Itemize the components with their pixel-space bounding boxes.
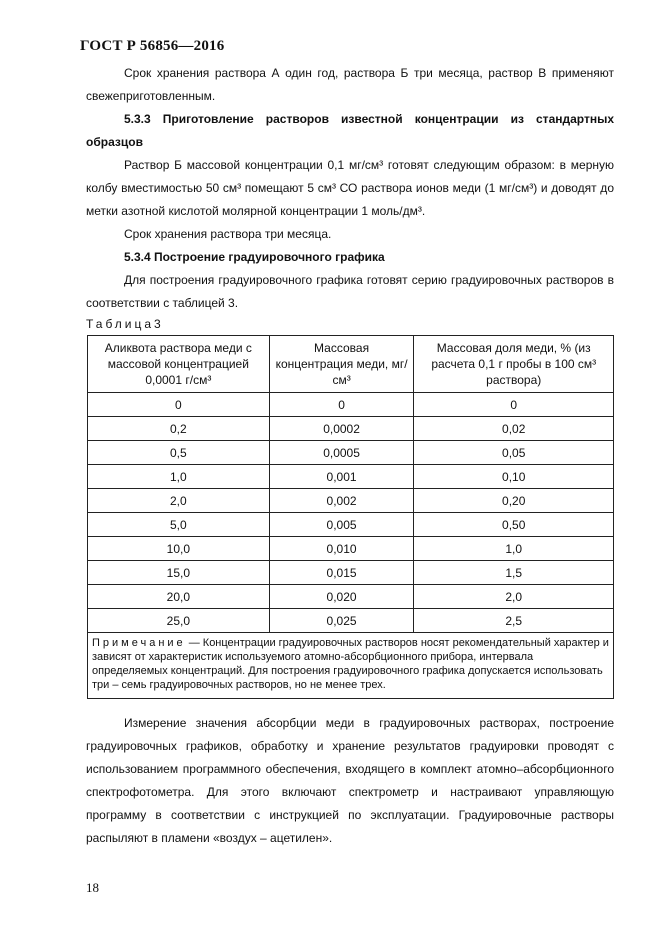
table-row [88,513,614,537]
table-cell: 2,0 [414,585,614,609]
table-row [88,417,614,441]
table-cell: 0,02 [414,417,614,441]
table-cell: 0 [414,393,614,417]
table-header-row [88,336,614,393]
table-cell: 0,50 [414,513,614,537]
table-cell: 2,0 [88,489,270,513]
column-header-mass-fraction: Массовая доля меди, % (из расчета 0,1 г пробы в 100 см³ раствора) [414,336,614,393]
table-cell: 0,5 [88,441,270,465]
paragraph-calibration-series: Для построения градуировочного графика готовят серию градуировочных растворов в соответствии с таблицей 3. [86,273,614,310]
table-cell: 0,20 [414,489,614,513]
table-cell: 0,001 [269,465,414,489]
paragraph-storage-terms: Срок хранения раствора А один год, раствора Б три месяца, раствор В применяют свежеприготовленным. [86,66,614,103]
column-header-aliquot: Аликвота раствора меди с массовой концентрацией 0,0001 г/см³ [88,336,270,393]
table-cell: 0 [88,393,270,417]
table-cell: 1,0 [88,465,270,489]
note-label: Примечание [92,637,186,649]
table-cell: 0,0002 [269,417,414,441]
table-row [88,609,614,633]
table-note-row [88,633,614,699]
table-cell: 1,0 [414,537,614,561]
table-row [88,441,614,465]
table-cell: 0,05 [414,441,614,465]
table-row [88,393,614,417]
paragraph-absorption-measurement: Измерение значения абсорбции меди в градуировочных растворах, построение градуировочных графиков, обработку и хранение результатов градуировки проводят с использованием программного обеспечения, входящего в комплект атомно–абсорбционного спектрофотометра. Для этого включают спектрометр и настраивают управляющую программу в соответствии с инструкцией по эксплуатации. Градуировочные растворы распыляют в пламени «воздух – ацетилен». [86,716,614,845]
table-cell: 2,5 [414,609,614,633]
table-title: Таблица3 [86,317,164,331]
table-cell: 0,015 [269,561,414,585]
table-cell: 1,5 [414,561,614,585]
standard-header: ГОСТ Р 56856—2016 [80,38,225,54]
table-cell: 0,010 [269,537,414,561]
table-row [88,561,614,585]
table-row [88,537,614,561]
table-cell: 20,0 [88,585,270,609]
table-cell: 0,002 [269,489,414,513]
table-note [88,633,614,699]
table-row [88,489,614,513]
table-cell: 5,0 [88,513,270,537]
table-cell: 0,020 [269,585,414,609]
table-row [88,585,614,609]
calibration-table [87,335,614,699]
paragraph-solution-b: Раствор Б массовой концентрации 0,1 мг/см³ готовят следующим образом: в мерную колбу вместимостью 50 см³ помещают 5 см³ СО раствора ионов меди (1 мг/см³) и доводят до метки азотной кислотой молярной концентрации 1 моль/дм³. [86,158,614,218]
table-row [88,465,614,489]
table-cell: 0,2 [88,417,270,441]
paragraph-storage-three-months: Срок хранения раствора три месяца. [124,227,332,241]
page-number: 18 [86,880,99,895]
table-cell: 15,0 [88,561,270,585]
table-cell: 0,025 [269,609,414,633]
table-cell: 25,0 [88,609,270,633]
table-cell: 0,0005 [269,441,414,465]
section-heading-5-3-3: 5.3.3 Приготовление растворов известной концентрации из стандартных образцов [86,112,614,149]
table-cell: 0,10 [414,465,614,489]
note-text: — Концентрации градуировочных растворов носят рекомендательный характер и зависят от характеристик используемого атомно-абсорбционного прибора, интервала определяемых концентраций. Для построения градуировочного графика допускается использовать три – семь градуировочных растворов, но не менее трех. [92,637,609,691]
table-cell: 0,005 [269,513,414,537]
table-cell: 10,0 [88,537,270,561]
table-cell: 0 [269,393,414,417]
column-header-mass-concentration: Массовая концентрация меди, мг/см³ [269,336,414,393]
section-heading-5-3-4: 5.3.4 Построение градуировочного графика [124,250,385,264]
